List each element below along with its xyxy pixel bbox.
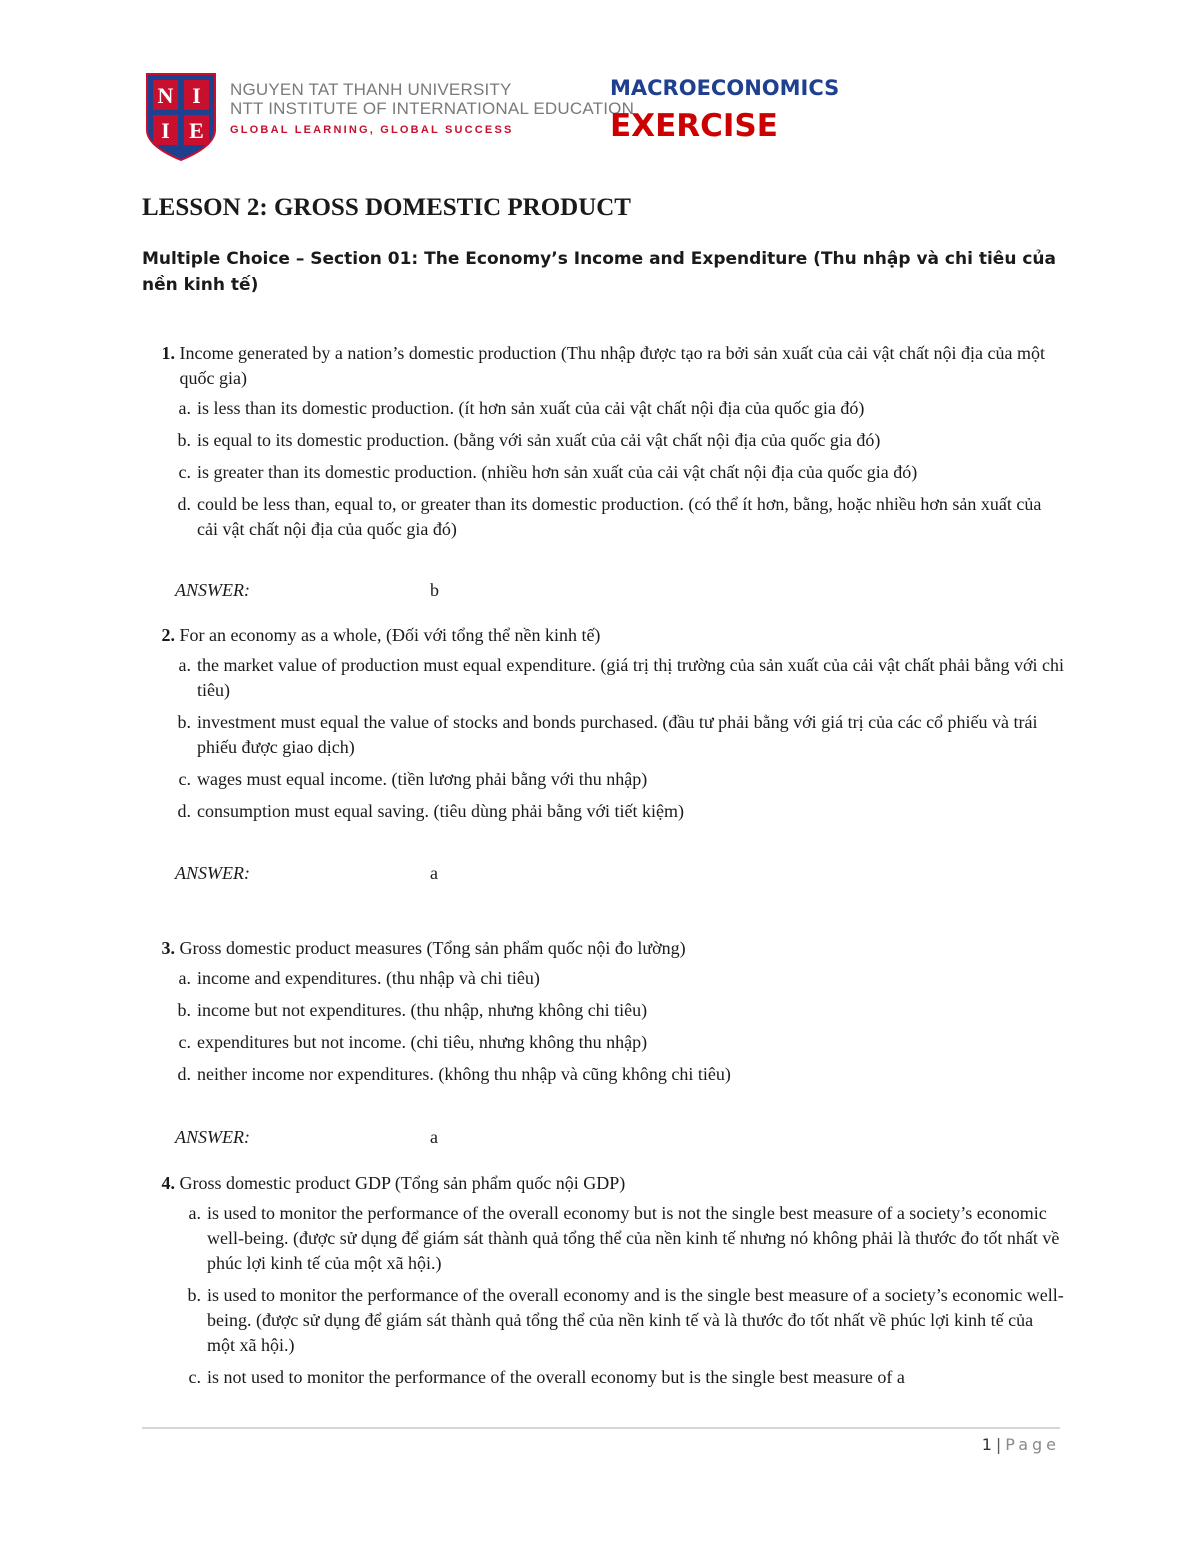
- question-4: [145, 1171, 1065, 1397]
- option-a: a. the market value of production must equal expenditure. (giá trị thị trường của sản xuất của cải vật chất phải bằng với chi tiêu): [178, 655, 1065, 700]
- answer-1: [175, 580, 439, 601]
- svg-text:E: E: [189, 118, 204, 143]
- question-text: Income generated by a nation’s domestic production (Thu nhập được tạo ra bởi sản xuất của cải vật chất nội địa của một quốc gia): [179, 343, 1046, 388]
- question-number: 4.: [161, 1173, 175, 1193]
- answer-3: [175, 1127, 438, 1148]
- question-text: Gross domestic product GDP (Tổng sản phẩm quốc nội GDP): [179, 1173, 626, 1193]
- question-number: 3.: [161, 938, 175, 958]
- page-label: Page: [1005, 1435, 1060, 1454]
- option-a: a. is less than its domestic production. (ít hơn sản xuất của cải vật chất nội địa của quốc gia đó): [178, 398, 865, 418]
- footer-divider: [142, 1427, 1060, 1429]
- page-number: 1: [981, 1435, 992, 1454]
- option-d: d. could be less than, equal to, or greater than its domestic production. (có thể ít hơn, bằng, hoặc nhiều hơn sản xuất của cải vật chất nội địa của quốc gia đó): [177, 494, 1042, 539]
- option-c: c. wages must equal income. (tiền lương phải bằng với thu nhập): [178, 769, 648, 789]
- question-text: Gross domestic product measures (Tổng sản phẩm quốc nội đo lường): [179, 938, 686, 958]
- option-c: c. is greater than its domestic production. (nhiều hơn sản xuất của cải vật chất nội địa của quốc gia đó): [178, 462, 918, 482]
- answer-value: b: [430, 580, 439, 600]
- option-b: b. income but not expenditures. (thu nhập, nhưng không chi tiêu): [177, 1000, 648, 1020]
- question-number: 1.: [161, 343, 175, 363]
- option-b: b. is equal to its domestic production. (bằng với sản xuất của cải vật chất nội địa của quốc gia đó): [177, 430, 881, 450]
- footer-separator: |: [995, 1435, 1002, 1454]
- institute-name: NTT INSTITUTE OF INTERNATIONAL EDUCATION: [230, 99, 635, 118]
- page-footer: [982, 1435, 1060, 1454]
- answer-label: ANSWER:: [175, 1127, 250, 1147]
- option-b: b. is used to monitor the performance of the overall economy and is the single best measure of a society’s economic well-being. (được sử dụng để giám sát thành quả tổng thể của nền kinh tế và là thước đo tốt nhất về phúc lợi kinh tế của một xã hội.): [187, 1285, 1064, 1355]
- slogan: GLOBAL LEARNING, GLOBAL SUCCESS: [230, 124, 514, 136]
- question-1: [145, 341, 1065, 549]
- institution-logo: [145, 72, 217, 162]
- svg-text:I: I: [161, 118, 170, 143]
- lesson-title: LESSON 2: GROSS DOMESTIC PRODUCT: [142, 194, 631, 221]
- question-number: 2.: [161, 625, 175, 645]
- question-3: [145, 936, 1065, 1094]
- option-a: a. is used to monitor the performance of the overall economy but is not the single best measure of a society’s economic well-being. (được sử dụng để giám sát thành quả tổng thể của nền kinh tế nhưng nó không phải là thước đo tốt nhất về phúc lợi kinh tế của một xã hội.): [188, 1203, 1060, 1273]
- option-b: b. investment must equal the value of stocks and bonds purchased. (đầu tư phải bằng với giá trị của các cổ phiếu và trái phiếu được giao dịch): [177, 712, 1038, 757]
- svg-text:N: N: [157, 83, 174, 108]
- option-a: a. income and expenditures. (thu nhập và chi tiêu): [178, 968, 540, 988]
- option-c: c. is not used to monitor the performance of the overall economy but is the single best measure of a: [188, 1367, 905, 1387]
- answer-label: ANSWER:: [175, 863, 250, 883]
- answer-value: a: [430, 1127, 438, 1147]
- exercise-title: EXERCISE: [610, 108, 778, 144]
- question-2: [145, 623, 1065, 831]
- answer-value: a: [430, 863, 438, 883]
- section-title: Multiple Choice – Section 01: The Economy’s Income and Expenditure (Thu nhập và chi tiêu của nền kinh tế): [142, 249, 1056, 295]
- answer-label: ANSWER:: [175, 580, 250, 600]
- question-text: For an economy as a whole, (Đối với tổng thể nền kinh tế): [179, 625, 601, 645]
- svg-text:I: I: [192, 83, 201, 108]
- university-name: NGUYEN TAT THANH UNIVERSITY: [230, 80, 512, 99]
- option-d: d. consumption must equal saving. (tiêu dùng phải bằng với tiết kiệm): [177, 801, 684, 821]
- option-d: d. neither income nor expenditures. (không thu nhập và cũng không chi tiêu): [177, 1064, 731, 1084]
- answer-2: [175, 863, 438, 884]
- option-c: c. expenditures but not income. (chi tiêu, nhưng không thu nhập): [178, 1032, 648, 1052]
- course-title: MACROECONOMICS: [610, 76, 840, 100]
